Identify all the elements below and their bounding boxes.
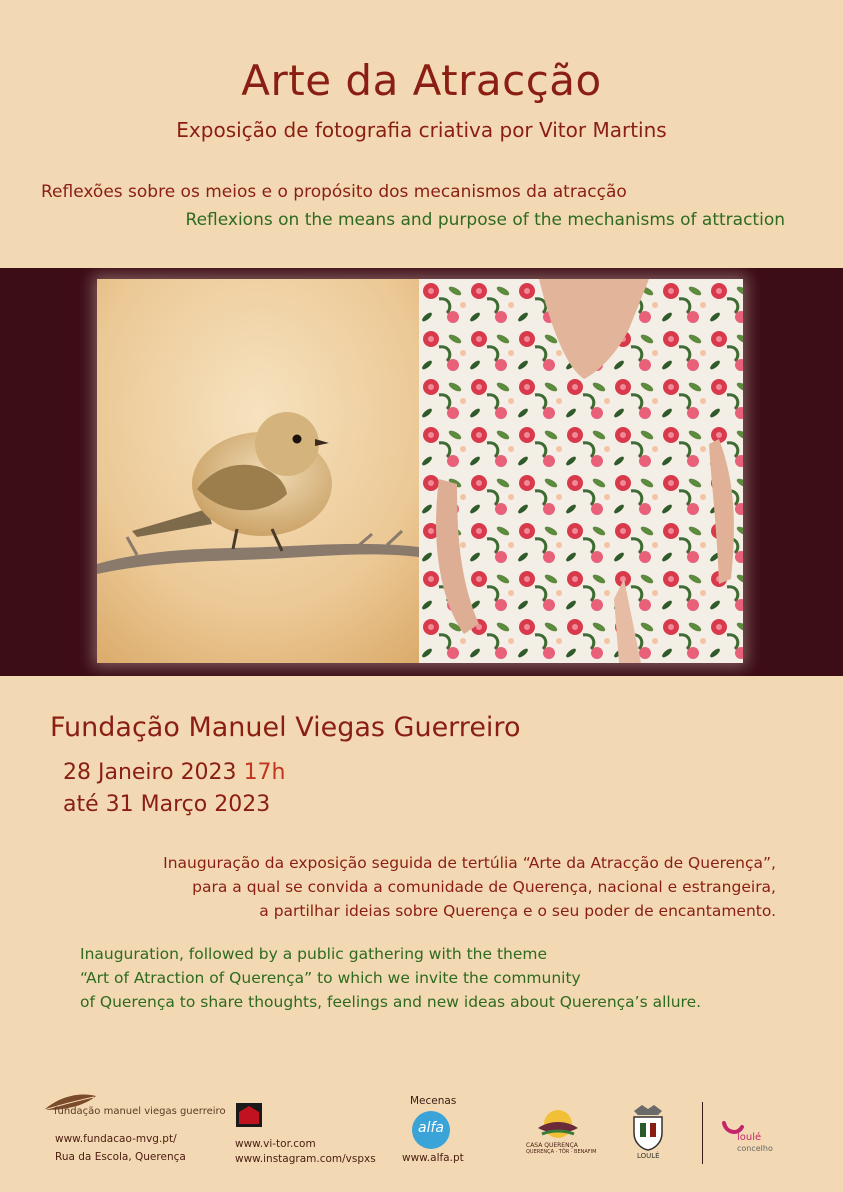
poster-subtitle: Exposição de fotografia criativa por Vitor Martins (176, 118, 667, 142)
venue-name: Fundação Manuel Viegas Guerreiro (50, 712, 521, 743)
fmvg-logo (40, 1090, 226, 1120)
description-pt-line-3: a partilhar ideias sobre Querença e o seu poder de encantamento. (259, 902, 776, 920)
description-en-line-1: Inauguration, followed by a public gathering with the theme (80, 945, 548, 963)
description-en-line-2: “Art of Atraction of Querença” to which we invite the community (80, 969, 581, 987)
dress-photo (419, 279, 743, 663)
description-pt-line-2: para a qual se convida a comunidade de Querença, nacional e estrangeira, (192, 878, 776, 896)
loule-wordmark: loulé (737, 1132, 762, 1143)
casa-querenca-logo (526, 1108, 597, 1156)
event-date-start (63, 760, 286, 785)
alfa-url[interactable]: www.alfa.pt (402, 1152, 464, 1164)
start-date: 28 Janeiro 2023 (63, 760, 237, 785)
description-pt-line-1: Inauguração da exposição seguida de tertúlia “Arte da Atracção de Querença”, (163, 854, 776, 872)
bird-photo (97, 279, 419, 663)
description-en-line-3: of Querença to share thoughts, feelings and new ideas about Querença’s allure. (80, 993, 702, 1011)
reflection-english: Reflexions on the means and purpose of the mechanisms of attraction (185, 210, 785, 230)
event-date-end: até 31 Março 2023 (63, 792, 271, 817)
start-time: 17h (243, 760, 286, 785)
coat-of-arms-icon (628, 1103, 668, 1151)
casa-querenca-name: CASA QUERENÇA (526, 1142, 578, 1149)
loule-crest (628, 1103, 668, 1161)
loule-concelho-text: concelho (737, 1144, 773, 1153)
fmvg-url[interactable]: www.fundacao-mvg.pt/ (55, 1133, 177, 1145)
poster-title: Arte da Atracção (241, 56, 602, 105)
vi-tor-mark-icon (236, 1103, 262, 1127)
loule-concelho-logo (722, 1120, 782, 1160)
casa-querenca-mark-icon (530, 1108, 586, 1144)
reflection-portuguese: Reflexões sobre os meios e o propósito dos mecanismos da atracção (41, 182, 627, 202)
instagram-url[interactable]: www.instagram.com/vspxs (235, 1153, 376, 1165)
casa-querenca-sub: QUERENÇA · TÔR · BENAFIM (526, 1149, 597, 1155)
fmvg-logo-text: fundação manuel viegas guerreiro (54, 1106, 226, 1117)
footer-divider (702, 1102, 703, 1164)
mecenas-label: Mecenas (410, 1095, 457, 1107)
crest-label: LOULÉ (637, 1152, 660, 1160)
vi-tor-logo (236, 1103, 262, 1127)
alfa-logo: alfa (412, 1111, 450, 1149)
fmvg-address: Rua da Escola, Querença (55, 1151, 186, 1163)
vi-tor-url[interactable]: www.vi-tor.com (235, 1138, 316, 1150)
